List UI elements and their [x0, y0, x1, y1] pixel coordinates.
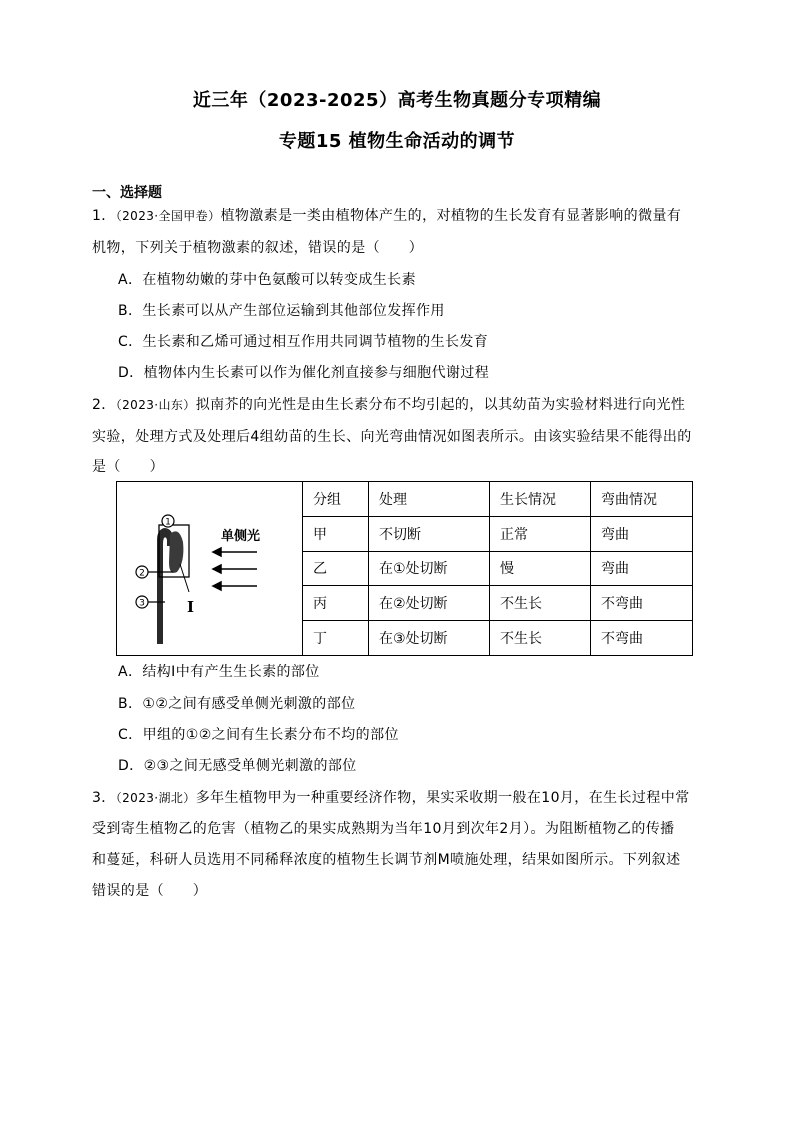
cell-group: 丙 [303, 586, 369, 621]
cell-treatment: 在①处切断 [369, 551, 490, 586]
cell-group: 丁 [303, 621, 369, 656]
cell-bending: 弯曲 [591, 551, 693, 586]
q1-option-c: C．生长素和乙烯可通过相互作用共同调节植物的生长发育 [118, 334, 489, 350]
header-bending: 弯曲情况 [591, 482, 693, 517]
q3-line-1: 3．（2023·湖北）多年生植物甲为一种重要经济作物，果实采收期一般在10月，在生长过程中常 [92, 790, 690, 806]
q2-option-c: C．甲组的①②之间有生长素分布不均的部位 [118, 727, 399, 743]
section-heading: 一、选择题 [92, 185, 162, 201]
experiment-table [116, 481, 693, 656]
q2-option-a: A．结构I中有产生生长素的部位 [118, 664, 320, 680]
cell-treatment: 在②处切断 [369, 586, 490, 621]
marker-1-label: 1 [165, 517, 171, 528]
q2-line-3: 是（ ） [92, 459, 164, 475]
cell-bending: 不弯曲 [591, 621, 693, 656]
q2-line-2: 实验，处理方式及处理后4组幼苗的生长、向光弯曲情况如图表所示。由该实验结果不能得出的 [92, 429, 692, 445]
q1-line-2: 机物，下列关于植物激素的叙述，错误的是（ ） [92, 240, 424, 256]
marker-3-label: 3 [139, 598, 145, 609]
cell-growth: 正常 [490, 516, 591, 551]
q2-option-b: B．①②之间有感受单侧光刺激的部位 [118, 696, 356, 712]
header-growth: 生长情况 [490, 482, 591, 517]
table-header-row [117, 482, 693, 517]
q2-line-1: 2．（2023·山东）拟南芥的向光性是由生长素分布不均引起的，以其幼苗为实验材料进行向光性 [92, 397, 686, 413]
cell-bending: 不弯曲 [591, 586, 693, 621]
unilateral-light-label: 单侧光 [221, 529, 261, 544]
seedling-diagram [117, 482, 302, 651]
cell-growth: 不生长 [490, 586, 591, 621]
q1-option-a: A．在植物幼嫩的芽中色氨酸可以转变成生长素 [118, 272, 416, 288]
cell-group: 甲 [303, 516, 369, 551]
cell-group: 乙 [303, 551, 369, 586]
q3-line-4: 错误的是（ ） [92, 883, 208, 899]
header-treatment: 处理 [369, 482, 490, 517]
document-title: 近三年（2023-2025）高考生物真题分专项精编 [192, 90, 602, 111]
q1-option-d: D．植物体内生长素可以作为催化剂直接参与细胞代谢过程 [118, 365, 490, 381]
structure-pointer [180, 564, 189, 592]
cell-treatment: 不切断 [369, 516, 490, 551]
header-group: 分组 [303, 482, 369, 517]
q1-option-b: B．生长素可以从产生部位运输到其他部位发挥作用 [118, 303, 445, 319]
cell-growth: 慢 [490, 551, 591, 586]
structure-i-label: I [187, 598, 195, 616]
q3-line-2: 受到寄生植物乙的危害（植物乙的果实成熟期为当年10月到次年2月）。为阻断植物乙的传播 [92, 821, 675, 837]
cell-bending: 弯曲 [591, 516, 693, 551]
cell-growth: 不生长 [490, 621, 591, 656]
marker-2-label: 2 [139, 568, 145, 579]
light-arrows-icon [213, 548, 257, 590]
q3-line-3: 和蔓延，科研人员选用不同稀释浓度的植物生长调节剂M喷施处理，结果如图所示。下列叙述 [92, 852, 681, 868]
cell-treatment: 在③处切断 [369, 621, 490, 656]
document-subtitle: 专题15 植物生命活动的调节 [278, 131, 516, 152]
q1-line-1: 1．（2023·全国甲卷）植物激素是一类由植物体产生的，对植物的生长发育有显著影响的微量有 [92, 208, 682, 224]
seedling-figure-cell [117, 482, 303, 656]
q2-option-d: D．②③之间无感受单侧光刺激的部位 [118, 758, 357, 774]
